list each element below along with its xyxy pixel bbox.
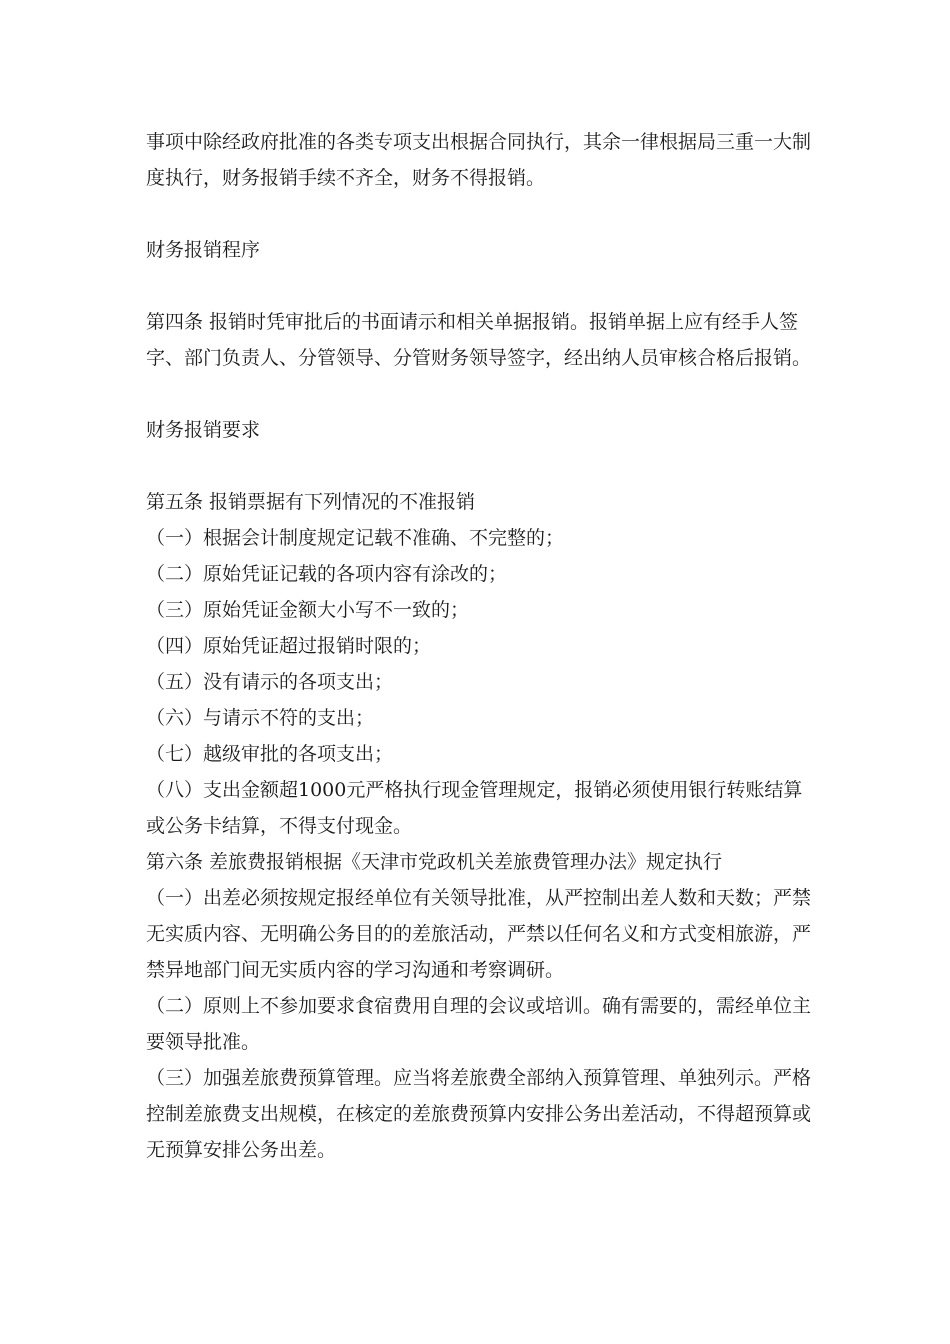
paragraph-approval-rule: 事项中除经政府批准的各类专项支出根据合同执行，其余一律根据局三重一大制度执行，财务报销手续不齐全，财务不得报销。 (146, 131, 812, 189)
article-4: 第四条 报销时凭审批后的书面请示和相关单据报销。报销单据上应有经手人签字、部门负责人、分管领导、分管财务领导签字，经出纳人员审核合格后报销。 (146, 311, 812, 369)
heading-reimbursement-requirements: 财务报销要求 (146, 419, 261, 441)
article-5-item-1: （一）根据会计制度规定记载不准确、不完整的； (146, 527, 565, 549)
article-6-item-3: （三）加强差旅费预算管理。应当将差旅费全部纳入预算管理、单独列示。严格控制差旅费支出规模，在核定的差旅费预算内安排公务出差活动，不得超预算或无预算安排公务出差。 (146, 1067, 812, 1161)
article-5-item-5: （五）没有请示的各项支出； (146, 671, 394, 693)
article-5-item-3: （三）原始凭证金额大小写不一致的； (146, 599, 470, 621)
article-6: 第六条 差旅费报销根据《天津市党政机关差旅费管理办法》规定执行 (146, 851, 723, 873)
article-5-item-6: （六）与请示不符的支出； (146, 707, 375, 729)
article-6-item-2: （二）原则上不参加要求食宿费用自理的会议或培训。确有需要的，需经单位主要领导批准。 (146, 995, 812, 1053)
article-5-item-2: （二）原始凭证记载的各项内容有涂改的； (146, 563, 508, 585)
article-6-item-1: （一）出差必须按规定报经单位有关领导批准，从严控制出差人数和天数；严禁无实质内容、无明确公务目的的差旅活动，严禁以任何名义和方式变相旅游，严禁异地部门间无实质内容的学习沟通和考察调研。 (146, 887, 812, 981)
document-body (146, 124, 811, 1168)
article-5: 第五条 报销票据有下列情况的不准报销 (146, 491, 476, 513)
article-5-item-4: （四）原始凭证超过报销时限的； (146, 635, 432, 657)
article-5-item-8: （八）支出金额超1000元严格执行现金管理规定，报销必须使用银行转账结算或公务卡结算，不得支付现金。 (146, 779, 803, 837)
heading-reimbursement-procedure: 财务报销程序 (146, 239, 261, 261)
article-5-item-7: （七）越级审批的各项支出； (146, 743, 394, 765)
